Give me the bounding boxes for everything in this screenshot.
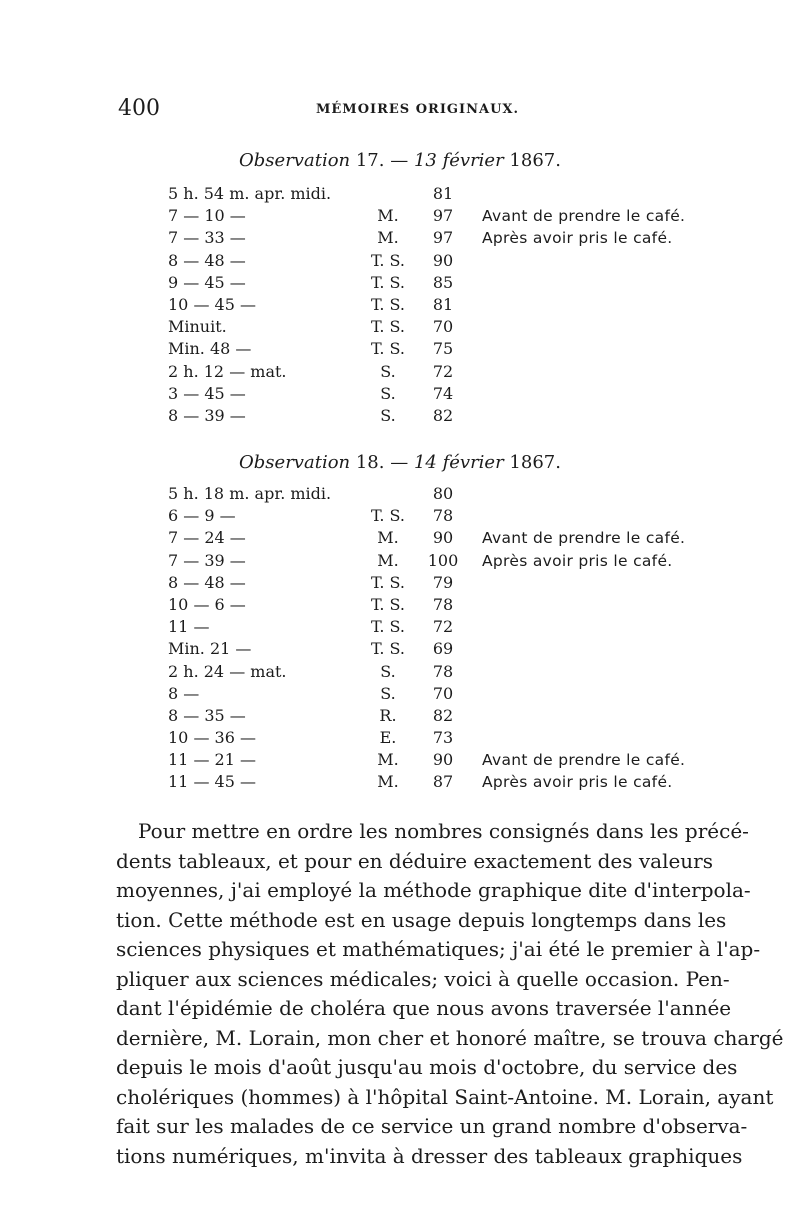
pulse-cell: 97 [432, 228, 454, 248]
observation-18-title: Observation 18. — 14 février 1867. [239, 452, 561, 473]
table-row [168, 405, 728, 427]
state-cell: S. [380, 361, 396, 381]
table-row [168, 616, 728, 638]
body-paragraph [116, 817, 784, 1171]
time-cell: 11 — 21 — [168, 750, 256, 770]
paragraph-line: tions numériques, m'invita à dresser des tableaux graphiques [116, 1143, 743, 1168]
state-cell: M. [377, 528, 399, 548]
paragraph-line: Pour mettre en ordre les nombres consignés dans les précé- [138, 819, 749, 843]
state-cell: T. S. [371, 572, 405, 592]
pulse-cell: 97 [432, 206, 454, 226]
state-cell: M. [377, 228, 399, 248]
table-row [168, 294, 728, 316]
pulse-cell: 90 [432, 250, 454, 270]
state-cell: T. S. [371, 506, 405, 526]
state-cell: S. [380, 661, 396, 681]
table-row [168, 338, 728, 360]
time-cell: 8 — 39 — [168, 405, 246, 425]
table-row [168, 272, 728, 294]
state-cell: T. S. [371, 639, 405, 659]
state-cell: R. [379, 705, 397, 725]
pulse-cell: 78 [432, 661, 454, 681]
note-cell: Avant de prendre le café. [482, 529, 686, 548]
state-cell: T. S. [371, 594, 405, 614]
time-cell: 5 h. 18 m. apr. midi. [168, 484, 332, 503]
table-row [168, 727, 728, 749]
page-number: 400 [118, 96, 160, 121]
time-cell: 9 — 45 — [168, 272, 246, 292]
time-cell: 8 — 35 — [168, 705, 246, 725]
table-row [168, 749, 728, 771]
paragraph-line: tion. Cette méthode est en usage depuis longtemps dans les [116, 907, 727, 932]
state-cell: T. S. [371, 294, 405, 314]
state-cell: M. [377, 772, 399, 792]
time-cell: 10 — 45 — [168, 294, 256, 314]
time-cell: 7 — 10 — [168, 206, 246, 226]
pulse-cell: 90 [432, 750, 454, 770]
state-cell: M. [377, 750, 399, 770]
paragraph-line: cholériques (hommes) à l'hôpital Saint-Antoine. M. Lorain, ayant [116, 1084, 774, 1109]
table-row [168, 505, 728, 527]
time-cell: 2 h. 12 — mat. [168, 361, 287, 381]
time-cell: 6 — 9 — [168, 506, 236, 526]
state-cell: M. [377, 206, 399, 226]
state-cell: S. [380, 683, 396, 703]
paragraph-line: sciences physiques et mathématiques; j'ai été le premier à l'ap- [116, 937, 761, 961]
pulse-cell: 72 [432, 617, 454, 637]
time-cell: Min. 21 — [168, 639, 252, 659]
table-row [168, 683, 728, 705]
note-cell: Après avoir pris le café. [482, 551, 673, 570]
time-cell: 3 — 45 — [168, 383, 246, 403]
state-cell: S. [380, 405, 396, 425]
table-row [168, 483, 728, 505]
state-cell: T. S. [371, 317, 405, 337]
table-row [168, 250, 728, 272]
pulse-cell: 82 [432, 405, 454, 425]
time-cell: 7 — 33 — [168, 228, 246, 248]
paragraph-line: dents tableaux, et pour en déduire exactement des valeurs [116, 848, 714, 873]
state-cell: T. S. [371, 272, 405, 292]
pulse-cell: 81 [432, 184, 454, 203]
paragraph-line: depuis le mois d'août jusqu'au mois d'octobre, du service des [116, 1055, 738, 1079]
paragraph-line: pliquer aux sciences médicales; voici à quelle occasion. Pen- [116, 966, 730, 991]
time-cell: Min. 48 — [168, 339, 252, 359]
pulse-cell: 82 [432, 705, 454, 725]
paragraph-line: dernière, M. Lorain, mon cher et honoré maître, se trouva chargé [116, 1025, 784, 1050]
note-cell: Avant de prendre le café. [482, 751, 686, 770]
pulse-cell: 75 [432, 339, 454, 359]
paragraph-line: moyennes, j'ai employé la méthode graphique dite d'interpola- [116, 878, 751, 902]
table-row [168, 594, 728, 616]
pulse-cell: 78 [432, 506, 454, 526]
table-row [168, 205, 728, 227]
pulse-cell: 69 [432, 639, 454, 659]
time-cell: 8 — 48 — [168, 250, 246, 270]
time-cell: 7 — 39 — [168, 550, 246, 570]
pulse-cell: 90 [432, 528, 454, 548]
observation-17-title: Observation 17. — 13 février 1867. [239, 150, 561, 171]
table-row [168, 638, 728, 660]
pulse-cell: 74 [432, 383, 454, 403]
time-cell: 5 h. 54 m. apr. midi. [168, 184, 332, 203]
table-row [168, 361, 728, 383]
paragraph-line: dant l'épidémie de choléra que nous avons traversée l'année [116, 996, 732, 1020]
table-row [168, 183, 728, 205]
time-cell: 11 — 45 — [168, 772, 256, 792]
state-cell: T. S. [371, 339, 405, 359]
paragraph-line: fait sur les malades de ce service un grand nombre d'observa- [116, 1114, 748, 1138]
page-header [118, 96, 678, 126]
pulse-cell: 87 [432, 772, 454, 792]
pulse-cell: 100 [427, 550, 459, 570]
observation-18-table [168, 483, 728, 794]
pulse-cell: 78 [432, 594, 454, 614]
note-cell: Après avoir pris le café. [482, 229, 673, 248]
time-cell: 10 — 6 — [168, 594, 246, 614]
note-cell: Avant de prendre le café. [482, 207, 686, 226]
table-row [168, 550, 728, 572]
pulse-cell: 79 [432, 572, 454, 592]
state-cell: T. S. [371, 250, 405, 270]
observation-17-table [168, 183, 728, 427]
note-cell: Après avoir pris le café. [482, 773, 673, 792]
time-cell: 11 — [168, 617, 210, 637]
state-cell: E. [379, 728, 397, 748]
state-cell: T. S. [371, 617, 405, 637]
table-row [168, 383, 728, 405]
table-row [168, 572, 728, 594]
time-cell: 7 — 24 — [168, 528, 246, 548]
table-row [168, 227, 728, 249]
state-cell: M. [377, 550, 399, 570]
state-cell: S. [380, 383, 396, 403]
table-row [168, 771, 728, 793]
time-cell: Minuit. [168, 317, 227, 337]
running-title: MÉMOIRES ORIGINAUX. [316, 102, 520, 117]
pulse-cell: 73 [432, 728, 454, 748]
time-cell: 10 — 36 — [168, 728, 256, 748]
table-row [168, 705, 728, 727]
pulse-cell: 85 [432, 272, 454, 292]
time-cell: 8 — 48 — [168, 572, 246, 592]
table-row [168, 527, 728, 549]
pulse-cell: 70 [432, 683, 454, 703]
pulse-cell: 81 [432, 294, 454, 314]
time-cell: 2 h. 24 — mat. [168, 661, 287, 681]
pulse-cell: 72 [432, 361, 454, 381]
time-cell: 8 — [168, 683, 200, 703]
table-row [168, 661, 728, 683]
table-row [168, 316, 728, 338]
pulse-cell: 80 [432, 484, 454, 503]
pulse-cell: 70 [432, 317, 454, 337]
